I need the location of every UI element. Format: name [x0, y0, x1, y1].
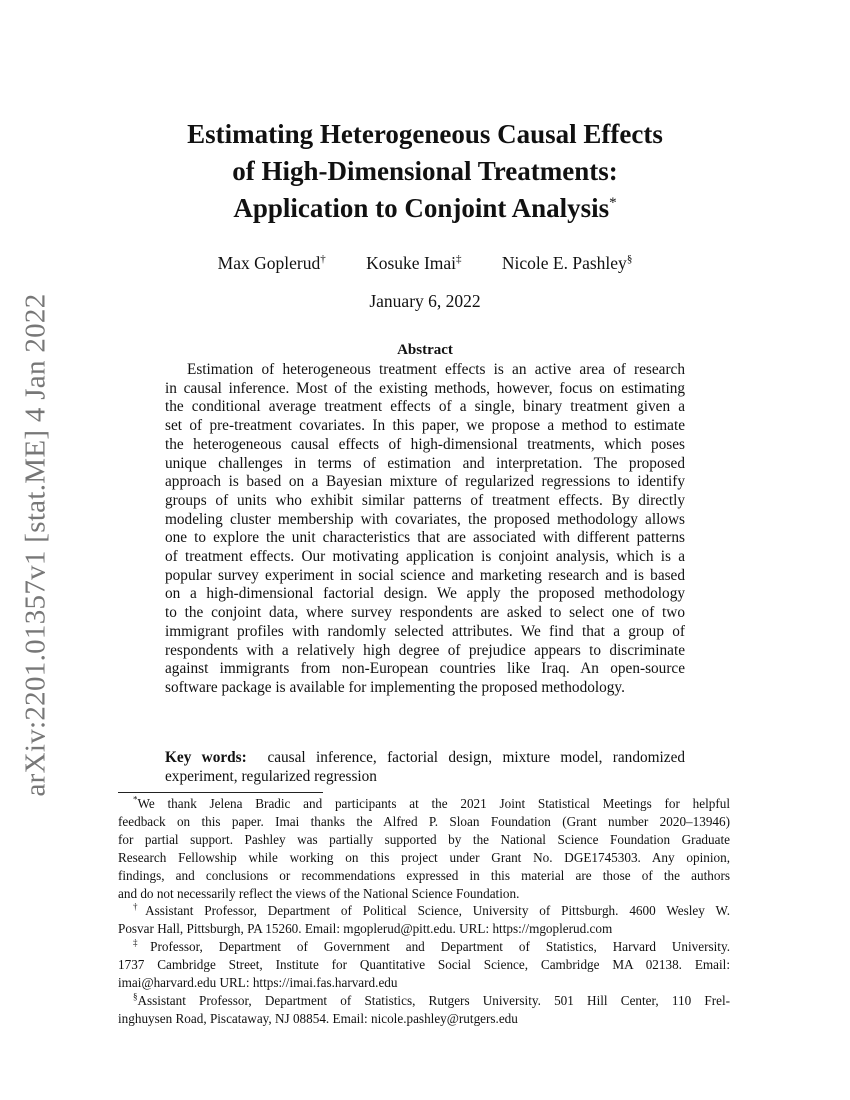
author-name: Kosuke Imai	[366, 253, 457, 273]
abstract-line: respondents with a relatively high degree of prejudice appears to discriminate	[165, 641, 685, 659]
footnote-line: findings, and conclusions or recommendations expressed in this material are those of the authors	[118, 867, 730, 883]
abstract-line: against immigrants from non-European countries like Iraq. An open-source	[165, 660, 685, 678]
abstract-line: groups of units who exhibit similar patterns of treatment effects. By directly	[165, 491, 685, 509]
arxiv-stamp: arXiv:2201.01357v1 [stat.ME] 4 Jan 2022	[19, 293, 52, 797]
footnote-mark: †	[133, 902, 146, 913]
footnote-text: Assistant Professor, Department of Statistics, Rutgers University. 501 Hill Center, 110 Frel-	[137, 992, 730, 1008]
footnote-line	[118, 902, 730, 920]
abstract-line: on a high-dimensional factorial design. We apply the proposed methodology	[165, 585, 685, 603]
abstract-body	[165, 361, 685, 698]
footnote-line: inghuysen Road, Piscataway, NJ 08854. Email: nicole.pashley@rutgers.edu	[118, 1010, 518, 1026]
abstract-line: set of pre-treatment covariates. In this paper, we propose a method to estimate	[165, 417, 685, 435]
title-line	[0, 190, 850, 227]
keywords	[165, 749, 685, 786]
footnote-line	[118, 938, 730, 956]
footnote-text: Assistant Professor, Department of Political Science, University of Pittsburgh. 4600 Wesley W.	[145, 903, 730, 919]
abstract-line: approach is based on a Bayesian mixture of regularized regressions to identify	[165, 473, 685, 491]
footnote-mark: *	[133, 794, 138, 805]
footnote	[118, 902, 730, 938]
abstract-line: Estimation of heterogeneous treatment effects is an active area of research	[187, 361, 685, 378]
footnote-line: feedback on this paper. Imai thanks the Alfred P. Sloan Foundation (Grant number 2020–13946)	[118, 813, 730, 829]
footnote-line: imai@harvard.edu URL: https://imai.fas.harvard.edu	[118, 975, 398, 991]
abstract-line: modeling cluster membership with covariates, the proposed methodology allows	[165, 510, 685, 528]
author	[502, 253, 632, 273]
abstract-line: popular survey experiment in social science and marketing research and is based	[165, 566, 685, 584]
footnote-rule	[118, 792, 323, 793]
footnote-line: and do not necessarily reflect the views of the National Science Foundation.	[118, 885, 520, 901]
footnote-line: Posvar Hall, Pittsburgh, PA 15260. Email: mgoplerud@pitt.edu. URL: https://mgoplerud.com	[118, 921, 613, 937]
abstract-heading: Abstract	[397, 342, 453, 358]
paper-title	[0, 116, 850, 227]
footnote-mark: ‡	[456, 253, 462, 266]
keywords-line: experiment, regularized regression	[165, 767, 377, 785]
abstract-line: the heterogeneous causal effects of high-dimensional treatments, which poses	[165, 435, 685, 453]
footnote	[118, 795, 730, 902]
footnote-text: Professor, Department of Government and Department of Statistics, Harvard University.	[150, 939, 731, 955]
footnote-mark: ‡	[133, 937, 151, 948]
abstract-line: one to explore the unit characteristics that are associated with different patterns	[165, 529, 685, 547]
author	[366, 253, 461, 273]
abstract-line: software package is available for implementing the proposed methodology.	[165, 678, 625, 696]
author-name: Max Goplerud	[217, 253, 321, 273]
author-list	[0, 253, 850, 274]
footnote-line: for partial support. Pashley was partially supported by the National Science Foundation Graduate	[118, 831, 730, 847]
abstract-line: immigrant profiles with randomly selected attributes. We find that a group of	[165, 622, 685, 640]
footnote-mark: †	[320, 253, 326, 266]
footnote-mark: §	[133, 991, 138, 1002]
keywords-label: Key words:	[165, 749, 247, 766]
title-line: Estimating Heterogeneous Causal Effects	[187, 119, 663, 149]
title-line: of High-Dimensional Treatments:	[232, 156, 618, 186]
keywords-line	[165, 749, 685, 768]
footnote-line	[118, 992, 730, 1010]
keywords-text: causal inference, factorial design, mixture model, randomized	[267, 749, 686, 766]
footnote	[118, 992, 730, 1028]
footnotes	[118, 795, 730, 1028]
footnote-line: Research Fellowship while working on this project under Grant No. DGE1745303. Any opinion,	[118, 849, 730, 865]
footnote-mark: *	[609, 195, 617, 211]
abstract-line: to the conjoint data, where survey respondents are asked to select one of two	[165, 604, 685, 622]
footnote-line	[118, 795, 730, 813]
footnote-line: 1737 Cambridge Street, Institute for Quantitative Social Science, Cambridge MA 02138. Email:	[118, 957, 730, 973]
footnote	[118, 938, 730, 992]
author	[218, 253, 326, 273]
footnote-text: We thank Jelena Bradic and participants at the 2021 Joint Statistical Meetings for helpful	[137, 796, 730, 811]
abstract-line: the conditional average treatment effects of a single, binary treatment given a	[165, 398, 685, 416]
abstract-line: unique challenges in terms of estimation and interpretation. The proposed	[165, 454, 685, 472]
date: January 6, 2022	[369, 291, 481, 311]
author-name: Nicole E. Pashley	[501, 253, 627, 273]
footnote-mark: §	[626, 253, 633, 266]
abstract-line: in causal inference. Most of the existing methods, however, focus on estimating	[165, 379, 685, 397]
title-line-text: Application to Conjoint Analysis	[233, 193, 610, 223]
abstract-line: of treatment effects. Our motivating application is conjoint analysis, which is a	[165, 548, 685, 566]
